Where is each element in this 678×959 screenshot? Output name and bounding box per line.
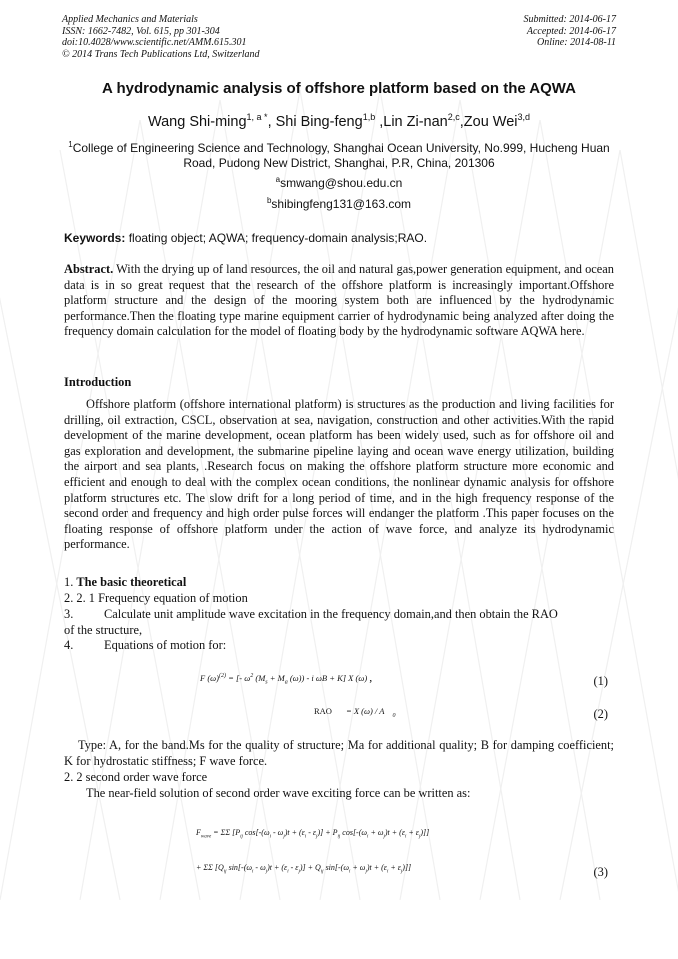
email-sup: a: [275, 175, 281, 184]
affiliation-sup: 1: [68, 140, 73, 149]
journal-header-left: [62, 14, 260, 60]
email-a: [0, 175, 678, 190]
submitted-date: Submitted: 2014-06-17: [523, 14, 616, 25]
author-name: Wang Shi-ming: [147, 113, 247, 130]
section-num: 1.: [64, 575, 77, 589]
paper-title: A hydrodynamic analysis of offshore platform based on the AQWA: [102, 80, 576, 97]
author-sup: 2,c: [447, 112, 460, 122]
abstract-label: Abstract.: [64, 262, 114, 276]
list-item: [64, 607, 558, 622]
section-2-2-text: The near-field solution of second order wave exciting force can be written as:: [86, 786, 471, 800]
equation-3-line-1: $F_{wave} = \Sigma\Sigma$ [$P_{ij}$ $\cos[-(\omega_i - \omega_j)t + (\varepsilon_i - \varepsilon_j)] + P_{ij}$ $\cos[-(\omega_i + \omega_j)t + (\varepsilon_i + \varepsilon_j)]$]: [196, 828, 430, 840]
doi-line: doi:10.4028/www.scientific.net/AMM.615.301: [62, 37, 247, 48]
keywords: [64, 231, 614, 245]
author-sup: 1,b: [362, 112, 376, 122]
affiliation: [64, 137, 614, 171]
introduction-heading: Introduction: [64, 375, 132, 389]
email-address[interactable]: smwang@shou.edu.cn: [280, 176, 403, 190]
author-sup: 1, a *: [246, 112, 268, 122]
item-text: Frequency equation of motion: [94, 591, 248, 605]
section-title: The basic theoretical: [76, 575, 187, 589]
author-name: ,Lin Zi-nan: [375, 113, 448, 130]
journal-header-right: [524, 14, 617, 49]
item-num: 4.: [64, 638, 74, 652]
keywords-text: floating object; AQWA; frequency-domain analysis;RAO.: [125, 231, 428, 245]
item-text: Calculate unit amplitude wave excitation in the frequency domain,and then obtain the RAO: [104, 607, 558, 621]
list-item-continuation: of the structure,: [64, 623, 143, 637]
accepted-date: Accepted: 2014-06-17: [526, 25, 616, 37]
online-date: Online: 2014-08-11: [537, 37, 616, 48]
equation-3-line-2: + ΣΣ [$Q_{ij}$ $\sin[-(\omega_i - \omega_j)t + (\varepsilon_i - \varepsilon_j)] + Q_{ij}$ $\sin[-(\omega_i + \omega_j)t + (\varepsilon_i + \varepsilon_j)]$]: [196, 862, 412, 875]
equation-1-number: (1): [593, 674, 608, 688]
equation-3: [196, 818, 429, 887]
equation-1: F $(\omega)^{(2)}$ = [- $\omega^2$ ($M_s + M_a$ (ω)) - i ωB + K] X (ω) ,: [200, 670, 373, 686]
email-sup: b: [266, 196, 272, 205]
item-text: Equations of motion for:: [104, 638, 227, 652]
equation-3-number: (3): [593, 865, 608, 879]
issn-line: ISSN: 1662-7482, Vol. 615, pp 301-304: [62, 25, 220, 37]
email-address[interactable]: shibingfeng131@163.com: [271, 197, 412, 211]
abstract-text: With the drying up of land resources, the oil and natural gas,power generation equipment, and ocean data is in so great request that the research of the offshore platform is increasingly important.Offshore platform structure and the design of the mooring system both are influenced by the hydrodynamic performance.Then the floating type marine equipment carrier of hydrodynamic being analyzed after doing the frequency domain calculation for the model of floating body by the hydrodynamic software AQWA here.: [64, 262, 614, 339]
author-name: ,Zou Wei: [459, 113, 518, 130]
list-item: [64, 591, 248, 606]
email-b: [0, 196, 678, 211]
journal-name: Applied Mechanics and Materials: [62, 14, 198, 25]
keywords-label: Keywords:: [64, 231, 126, 245]
author-name: , Shi Bing-feng: [267, 113, 363, 130]
abstract: [64, 262, 614, 340]
author-list: [0, 112, 678, 130]
list-item: [64, 638, 226, 653]
type-description: Type: A, for the band.Ms for the quality of structure; Ma for additional quality; B for damping coefficient; K for hydrostatic stiffness; F wave force.: [64, 738, 614, 768]
equation-2: RAO = X (ω) / A $_0$: [314, 706, 396, 719]
copyright-line: © 2014 Trans Tech Publications Ltd, Switzerland: [62, 48, 260, 60]
item-num: 2. 2. 1: [64, 591, 95, 605]
introduction-text: Offshore platform (offshore international platform) is structures as the production and living facilities for drilling, oil extraction, CSCL, observation at sea, navigation, construction and other activities.With the rapid development of the marine development, ocean platform has been widely used, such as for offshore oil and gas exploration and development, the submarine pipeline laying and ocean wave energy utilization, building the airport and sea plants, .Research focus on making the offshore platform structure more economic and efficient and enough to deal with the complex ocean conditions, the nonlinear dynamic analysis for offshore platform structures etc. The slow drift for a long period of time, and in the high frequency response of the second order and frequency and high order pulse forces will endanger the platform .This paper focuses on the floating response of offshore platform under the action of wave force, and analyze its hydrodynamic performance.: [64, 397, 614, 552]
section-2-2-heading: 2. 2 second order wave force: [64, 770, 208, 784]
equation-2-sub: 0: [392, 712, 396, 719]
item-num: 3.: [64, 607, 74, 621]
equation-2-number: (2): [593, 707, 608, 721]
author-sup: 3,d: [517, 112, 531, 122]
section-1-heading: [64, 575, 186, 590]
affiliation-text: College of Engineering Science and Technology, Shanghai Ocean University, No.999, Hucheng Huan Road, Pudong New District, Shanghai, P.R, China, 201306: [72, 141, 610, 170]
